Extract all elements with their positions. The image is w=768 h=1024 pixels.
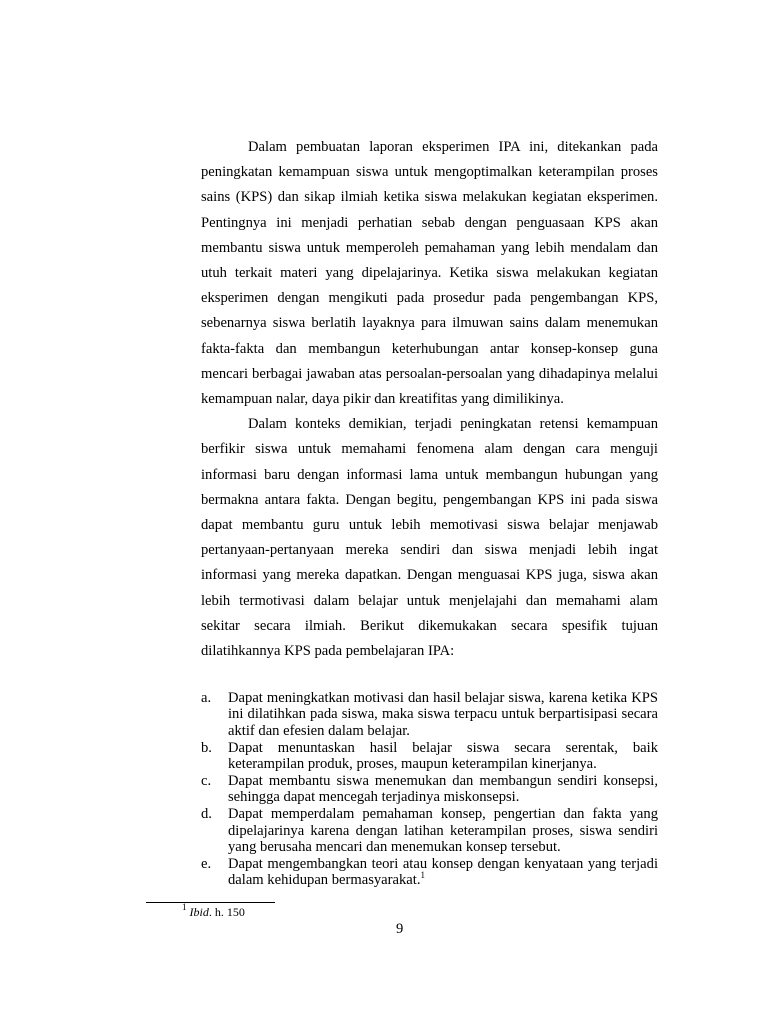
- list-item: [201, 856, 658, 889]
- list-marker: a.: [201, 690, 212, 706]
- list-item-text: Dapat membantu siswa menemukan dan membangun sendiri konsepsi, sehingga dapat mencegah terjadinya miskonsepsi.: [228, 773, 658, 806]
- paragraph-1: Dalam pembuatan laporan eksperimen IPA ini, ditekankan pada peningkatan kemampuan siswa untuk mengoptimalkan keterampilan proses sains (KPS) dan sikap ilmiah ketika siswa melakukan kegiatan eksperimen. Pentingnya ini menjadi perhatian sebab dengan penguasaan KPS akan membantu siswa untuk memperoleh pemahaman yang lebih mendalam dan utuh terkait materi yang dipelajarinya. Ketika siswa melakukan kegiatan eksperimen dengan mengikuti pada prosedur pada pengembangan KPS, sebenarnya siswa berlatih layaknya para ilmuwan sains dalam menemukan fakta-fakta dan membangun keterhubungan antar konsep-konsep guna mencari berbagai jawaban atas persoalan-persoalan yang dihadapinya melalui kemampuan nalar, daya pikir dan kreatifitas yang dimilikinya.: [201, 139, 658, 408]
- list-item-text: Dapat mengembangkan teori atau konsep dengan kenyataan yang terjadi dalam kehidupan bermasyarakat.: [228, 856, 658, 889]
- aims-list: [201, 690, 658, 889]
- list-item: [201, 806, 658, 855]
- list-marker: d.: [201, 806, 212, 823]
- list-item: [201, 740, 658, 773]
- list-item-text: Dapat menuntaskan hasil belajar siswa secara serentak, baik keterampilan produk, proses, maupun keterampilan kinerjanya.: [228, 739, 658, 773]
- footnote: [182, 902, 245, 919]
- list-item: [201, 773, 658, 806]
- page-number: 9: [396, 921, 404, 937]
- list-item: [201, 690, 658, 739]
- body-text: [201, 135, 658, 664]
- list-marker: e.: [201, 856, 212, 873]
- list-marker: c.: [201, 773, 212, 790]
- footnote-number: 1: [182, 902, 187, 912]
- footnote-source: Ibid: [189, 905, 209, 919]
- list-item-text: Dapat memperdalam pemahaman konsep, pengertian dan fakta yang dipelajarinya karena dengan latihan keterampilan proses, siswa sendiri yang berusaha mencari dan menemukan konsep tersebut.: [228, 806, 658, 856]
- paragraph-2: Dalam konteks demikian, terjadi peningkatan retensi kemampuan berfikir siswa untuk memahami fenomena alam dengan cara menguji informasi baru dengan informasi lama untuk membangun hubungan yang bermakna antara fakta. Dengan begitu, pengembangan KPS ini pada siswa dapat membantu guru untuk lebih memotivasi siswa belajar menjawab pertanyaan-pertanyaan mereka sendiri dan siswa menjadi lebih ingat informasi yang mereka dapatkan. Dengan menguasai KPS juga, siswa akan lebih termotivasi dalam belajar untuk menjelajahi dan memahami alam sekitar secara ilmiah. Berikut dikemukakan secara spesifik tujuan dilatihkannya KPS pada pembelajaran IPA:: [201, 416, 658, 660]
- footnote-reference[interactable]: 1: [420, 870, 425, 881]
- list-marker: b.: [201, 739, 212, 756]
- list-item-text: Dapat meningkatkan motivasi dan hasil belajar siswa, karena ketika KPS ini dilatihkan pada siswa, maka siswa terpacu untuk berpartisipasi secara aktif dan efesien dalam belajar.: [228, 690, 658, 739]
- footnote-rest: . h. 150: [208, 905, 245, 919]
- footnote-separator: [146, 902, 275, 903]
